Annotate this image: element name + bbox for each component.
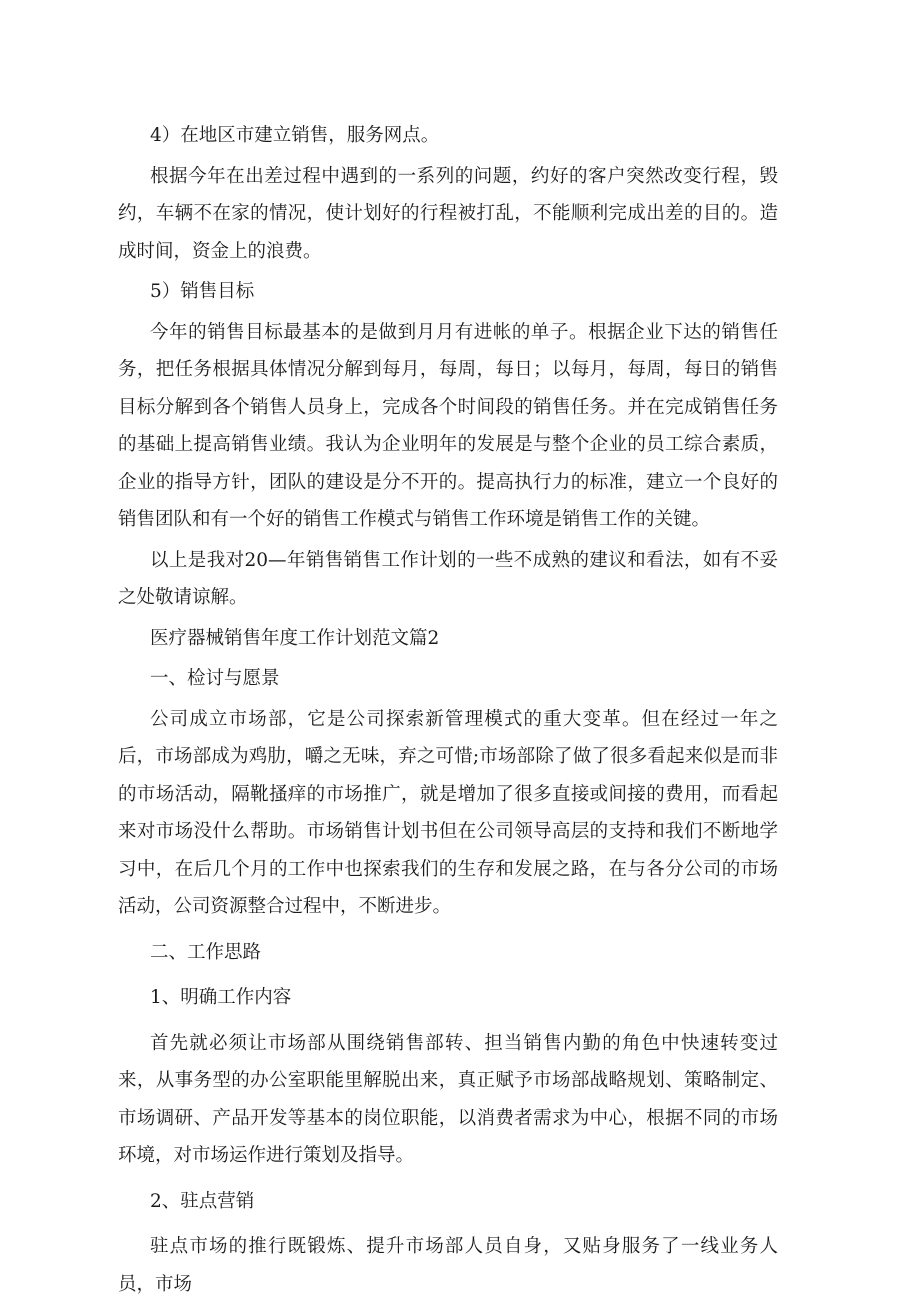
section-heading-sales-target: 5）销售目标 [150,281,255,302]
section-heading-work-content: 1、明确工作内容 [150,987,292,1008]
paragraph-onsite-marketing: 驻点市场的推行既锻炼、提升市场部人员自身，又贴身服务了一线业务人员，市场 [118,1236,778,1295]
paragraph-travel-issues: 根据今年在出差过程中遇到的一系列的问题，约好的客户突然改变行程，毁约，车辆不在家的情况，使计划好的行程被打乱，不能顺利完成出差的目的。造成时间，资金上的浪费。 [118,165,778,262]
section-heading-sales-outlets: 4）在地区市建立销售，服务网点。 [150,125,440,146]
section-heading-onsite-marketing: 2、驻点营销 [150,1190,255,1212]
section-heading-work-ideas: 二、工作思路 [150,941,262,963]
document-body [118,117,778,1303]
paragraph-sales-target: 今年的销售目标最基本的是做到月月有进帐的单子。根据企业下达的销售任务，把任务根据具体情况分解到每月，每周，每日；以每月，每周，每日的销售目标分解到各个销售人员身上，完成各个时间段的销售任务。并在完成销售任务的基础上提高销售业绩。我认为企业明年的发展是与整个企业的员工综合素质，企业的指导方针，团队的建设是分不开的。提高执行力的标准，建立一个良好的销售团队和有一个好的销售工作模式与销售工作环境是销售工作的关键。 [118,321,778,530]
paragraph-work-content: 首先就必须让市场部从围绕销售部转、担当销售内勤的角色中快速转变过来，从事务型的办公室职能里解脱出来，真正赋予市场部战略规划、策略制定、市场调研、产品开发等基本的岗位职能，以消费者需求为中心，根据不同的市场环境，对市场运作进行策划及指导。 [118,1032,778,1166]
paragraph-marketing-department: 公司成立市场部，它是公司探索新管理模式的重大变革。但在经过一年之后，市场部成为鸡肋，嚼之无味，弃之可惜;市场部除了做了很多看起来似是而非的市场活动，隔靴搔痒的市场推广，就是增加了很多直接或间接的费用，而看起来对市场没什么帮助。市场销售计划书但在公司领导高层的支持和我们不断地学习中，在后几个月的工作中也探索我们的生存和发展之路，在与各分公司的市场活动，公司资源整合过程中，不断进步。 [118,708,778,917]
article-title-part-2: 医疗器械销售年度工作计划范文篇2 [150,627,440,649]
section-heading-review-vision: 一、检讨与愿景 [150,668,280,689]
paragraph-closing-remarks: 以上是我对20—年销售销售工作计划的一些不成熟的建议和看法，如有不妥之处敬请谅解。 [118,549,778,608]
